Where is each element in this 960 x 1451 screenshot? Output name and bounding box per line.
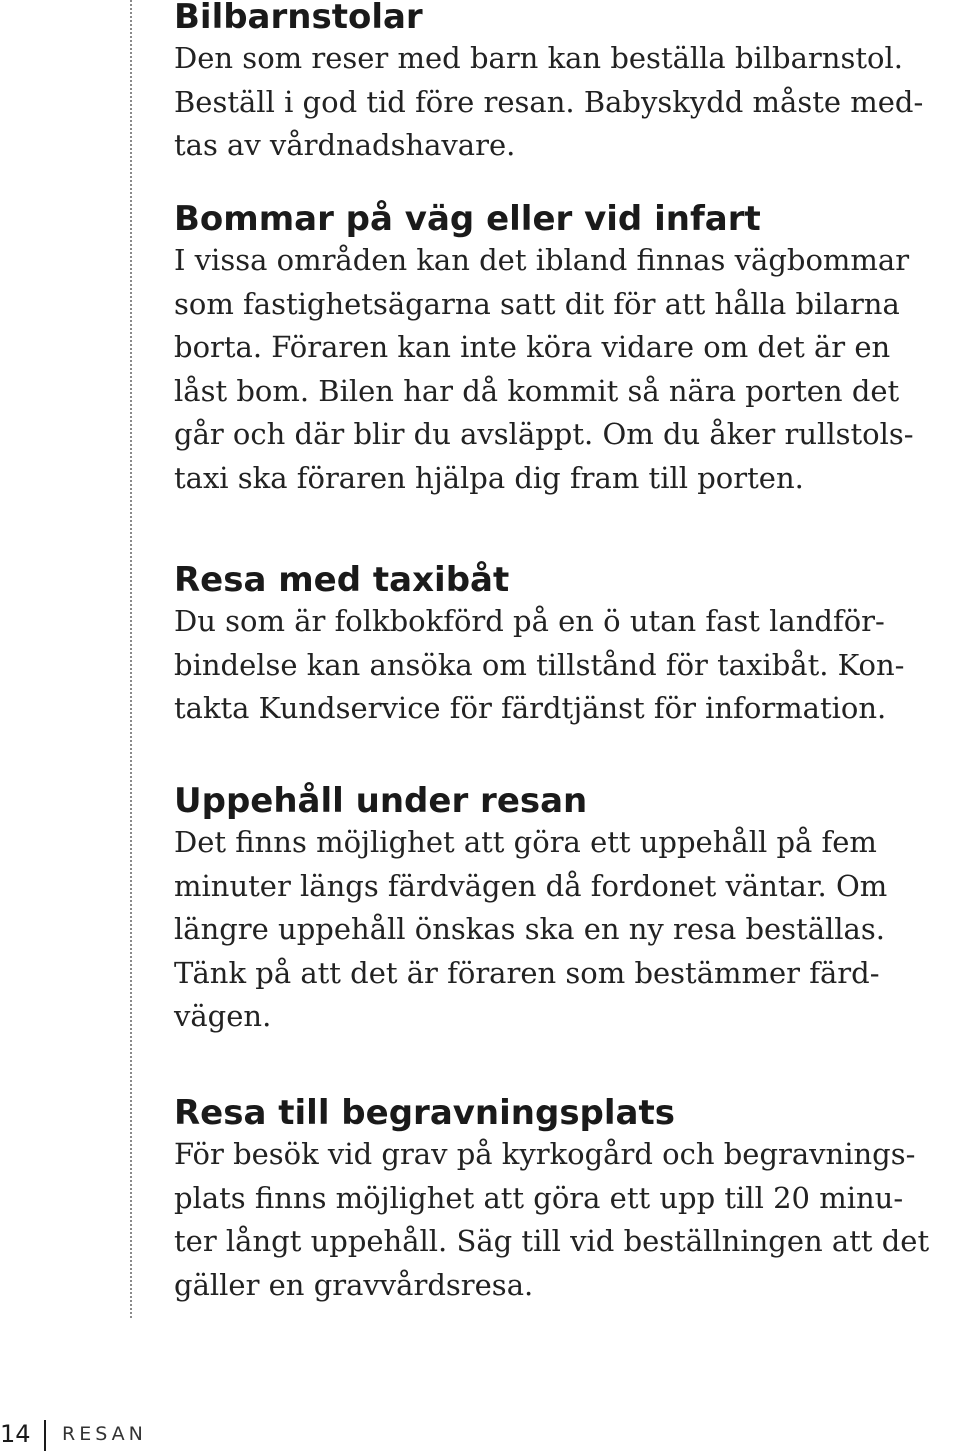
body-line: Tänk på att det är föraren som bestämmer färd- <box>174 955 880 990</box>
section-begravningsplats <box>174 1093 929 1307</box>
body-line: plats finns möjlighet att göra ett upp till 20 minu- <box>174 1180 904 1215</box>
body-line: tas av vårdnadshavare. <box>174 128 516 162</box>
section-body <box>174 239 914 500</box>
section-bommar <box>174 199 914 500</box>
body-line: ter långt uppehåll. Säg till vid beställningen att det <box>174 1224 930 1258</box>
body-line: taxi ska föraren hjälpa dig fram till porten. <box>174 460 804 495</box>
section-body <box>174 600 904 731</box>
section-heading: Resa till begravningsplats <box>174 1093 675 1133</box>
column-divider <box>130 0 132 1318</box>
section-heading: Bilbarnstolar <box>174 0 423 37</box>
section-bilbarnstolar <box>174 0 923 168</box>
body-line: längre uppehåll önskas ska en ny resa beställas. <box>174 912 885 946</box>
section-body <box>174 1133 929 1307</box>
body-line: Det finns möjlighet att göra ett uppehåll på fem <box>174 825 877 859</box>
body-line: Den som reser med barn kan beställa bilbarnstol. <box>174 41 903 75</box>
body-line: vägen. <box>174 999 272 1033</box>
body-line: gäller en gravvårdsresa. <box>174 1267 534 1302</box>
section-body <box>174 821 887 1039</box>
section-uppehall <box>174 781 887 1039</box>
body-line: För besök vid grav på kyrkogård och begravnings- <box>174 1137 916 1171</box>
section-heading: Bommar på väg eller vid infart <box>174 199 761 239</box>
body-line: minuter längs färdvägen då fordonet väntar. Om <box>174 868 888 903</box>
body-line: som fastighetsägarna satt dit för att hålla bilarna <box>174 286 900 321</box>
section-body <box>174 37 923 168</box>
body-line: I vissa områden kan det ibland finnas vägbommar <box>174 243 910 277</box>
section-heading: Uppehåll under resan <box>174 781 588 821</box>
page-number: 14 <box>0 1420 31 1448</box>
section-heading: Resa med taxibåt <box>174 560 510 600</box>
body-line: Beställ i god tid före resan. Babyskydd måste med- <box>174 84 924 119</box>
page-footer <box>0 1418 960 1451</box>
section-taxibat <box>174 560 904 731</box>
footer-rule <box>44 1420 46 1451</box>
running-head: RESAN <box>62 1423 147 1445</box>
body-line: takta Kundservice för färdtjänst för information. <box>174 691 887 725</box>
body-line: bindelse kan ansöka om tillstånd för taxibåt. Kon- <box>174 647 905 682</box>
body-line: Du som är folkbokförd på en ö utan fast landför- <box>174 604 885 638</box>
body-line: går och där blir du avsläppt. Om du åker rullstols- <box>174 417 914 451</box>
body-line: låst bom. Bilen har då kommit så nära porten det <box>174 373 900 408</box>
body-line: borta. Föraren kan inte köra vidare om det är en <box>174 330 891 364</box>
